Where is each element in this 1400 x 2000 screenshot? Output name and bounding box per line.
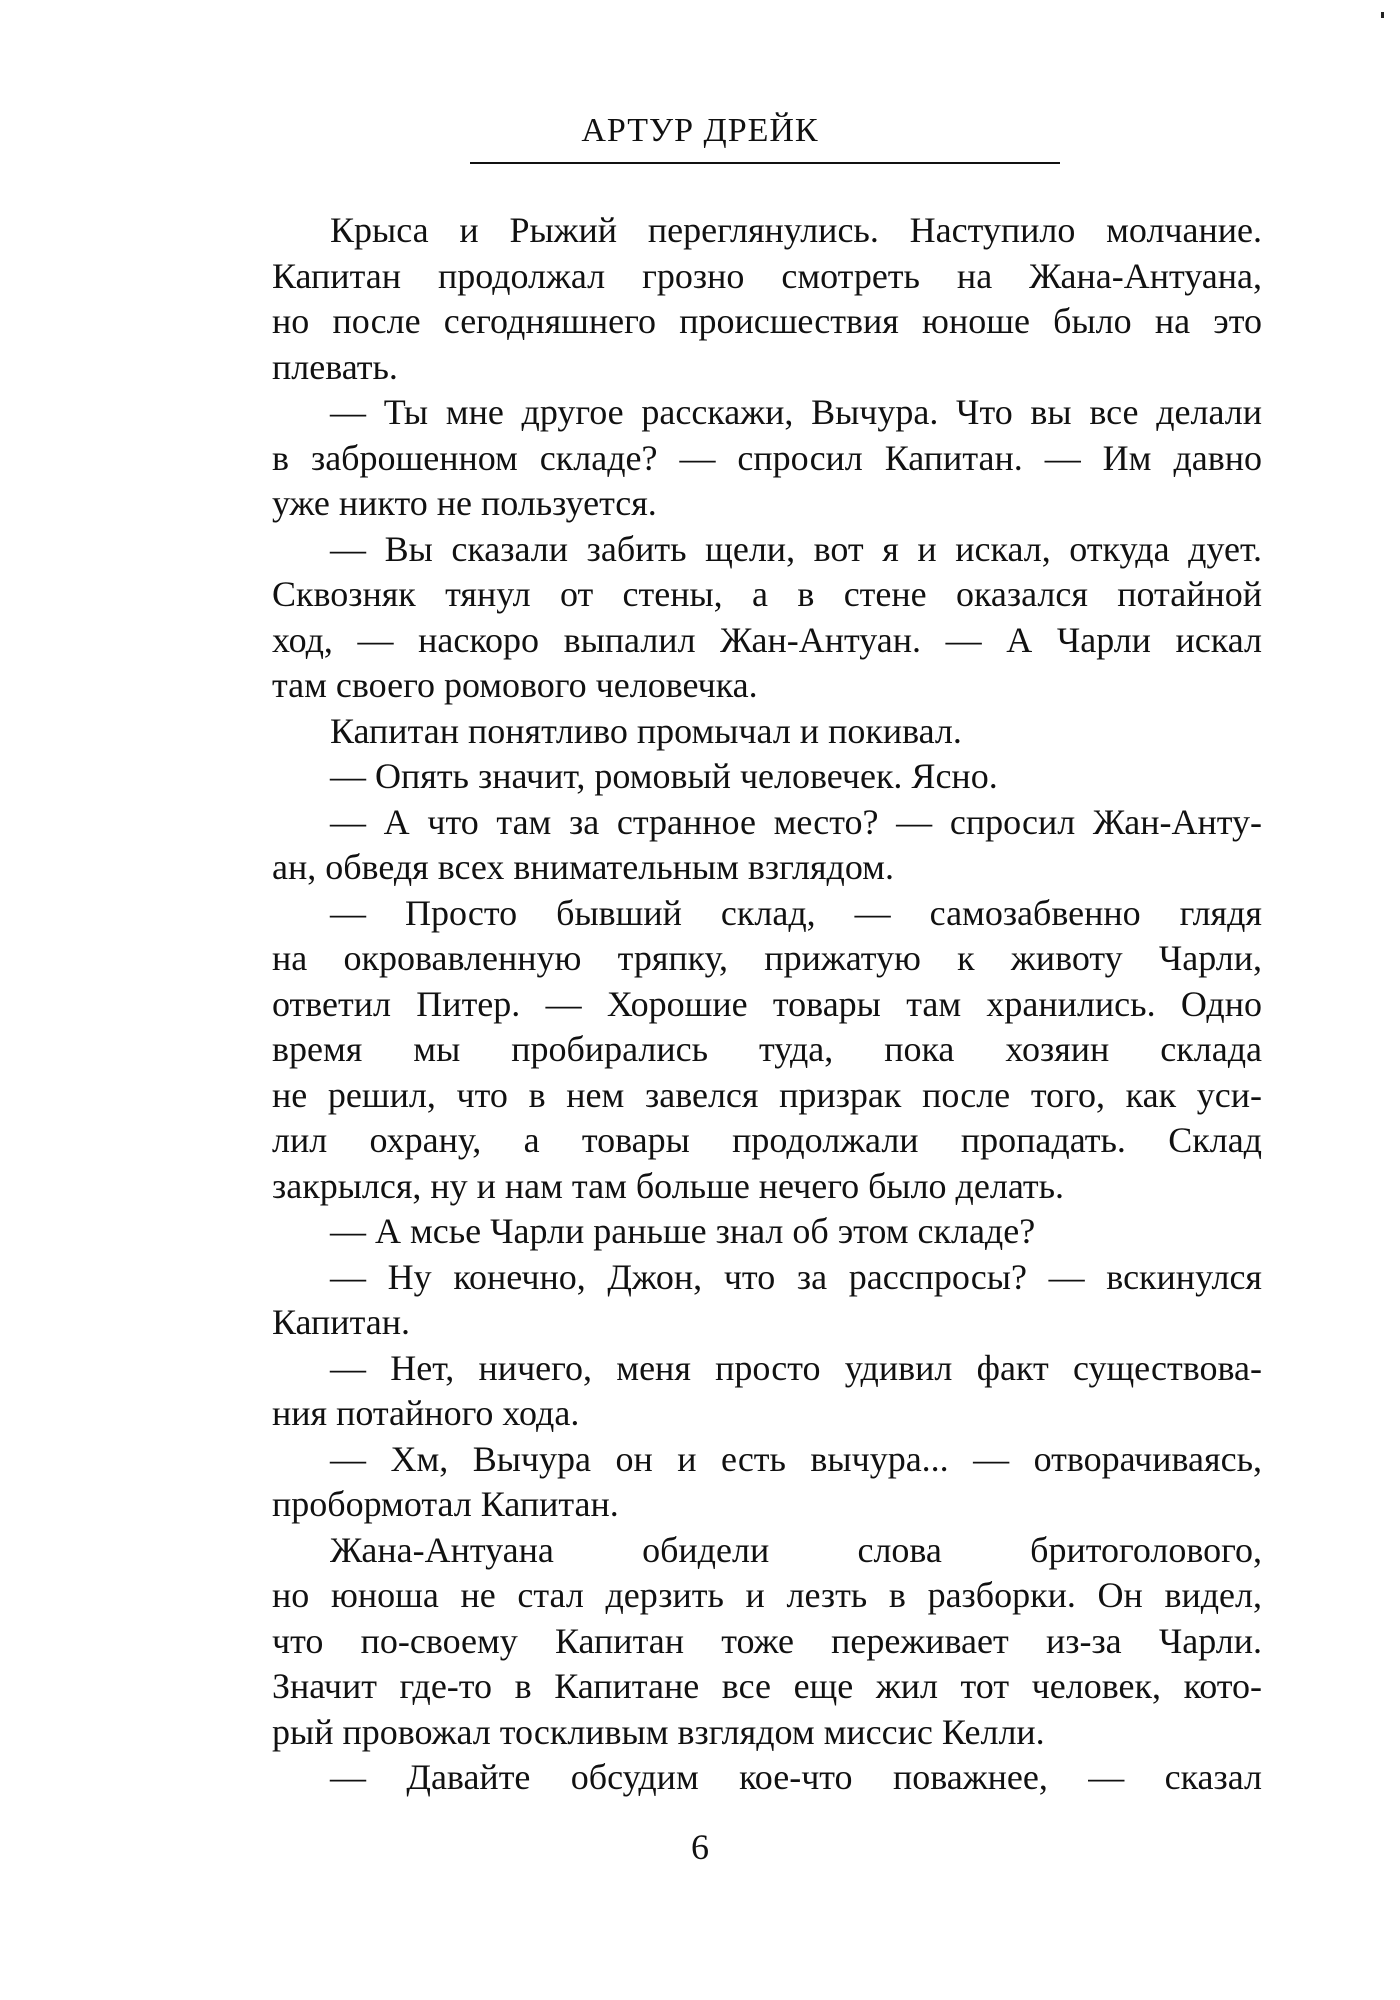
- text-line: Капитан понятливо промычал и покивал.: [330, 710, 962, 751]
- text-line: — Нет, ничего, меня просто удивил факт существова-: [330, 1347, 1262, 1388]
- text-line: Значит где-то в Капитане все еще жил тот человек, кото-: [272, 1666, 1262, 1706]
- text-line: — Хм, Вычура он и есть вычура... — отворачиваясь,: [330, 1438, 1262, 1479]
- text-line: ход, — наскоро выпалил Жан-Антуан. — А Чарли искал: [272, 619, 1262, 660]
- text-line: ответил Питер. — Хорошие товары там хранились. Одно: [272, 983, 1262, 1024]
- text-line: время мы пробирались туда, пока хозяин склада: [272, 1029, 1262, 1069]
- text-line: закрылся, ну и нам там больше нечего было делать.: [272, 1165, 1065, 1206]
- text-line: — Давайте обсудим кое-что поважнее, — сказал: [330, 1757, 1262, 1797]
- text-line: но после сегодняшнего происшествия юноше было на это: [272, 301, 1262, 341]
- body-text: [272, 208, 1262, 1801]
- text-line: Крыса и Рыжий переглянулись. Наступило молчание.: [330, 210, 1262, 250]
- text-line: — Опять значит, ромовый человечек. Ясно.: [330, 756, 998, 796]
- text-line: Сквозняк тянул от стены, а в стене оказался потайной: [272, 574, 1262, 614]
- running-title: АРТУР ДРЕЙК: [581, 112, 819, 149]
- header-rule: [470, 162, 1060, 164]
- text-line: в заброшенном складе? — спросил Капитан. — Им давно: [272, 437, 1262, 478]
- page-number: 6: [691, 1827, 709, 1867]
- text-line: — Ну конечно, Джон, что за расспросы? — вскинулся: [330, 1256, 1262, 1297]
- text-line: Жана-Антуана обидели слова бритоголового,: [330, 1529, 1262, 1570]
- text-line: — Ты мне другое расскажи, Вычура. Что вы все делали: [330, 392, 1262, 432]
- text-line: — Вы сказали забить щели, вот я и искал, откуда дует.: [330, 528, 1262, 569]
- text-line: что по-своему Капитан тоже переживает из-за Чарли.: [272, 1620, 1262, 1661]
- text-line: но юноша не стал дерзить и лезть в разборки. Он видел,: [272, 1575, 1262, 1615]
- scan-speck: [1381, 12, 1384, 18]
- text-line: — А что там за странное место? — спросил Жан-Анту-: [330, 801, 1262, 842]
- text-line: рый провожал тоскливым взглядом миссис Келли.: [272, 1711, 1045, 1752]
- text-line: на окровавленную тряпку, прижатую к животу Чарли,: [272, 938, 1262, 978]
- text-line: плевать.: [272, 346, 398, 387]
- text-line: пробормотал Капитан.: [272, 1484, 619, 1524]
- text-line: — Просто бывший склад, — самозабвенно глядя: [330, 892, 1262, 933]
- text-line: там своего ромового человечка.: [272, 665, 758, 705]
- text-line: ния потайного хода.: [272, 1393, 580, 1433]
- text-line: уже никто не пользуется.: [272, 483, 657, 523]
- text-line: не решил, что в нем завелся призрак после того, как уси-: [272, 1074, 1262, 1115]
- text-line: Капитан продолжал грозно смотреть на Жана-Антуана,: [272, 255, 1262, 296]
- text-line: ан, обведя всех внимательным взглядом.: [272, 847, 894, 887]
- text-line: Капитан.: [272, 1302, 410, 1342]
- text-line: — А мсье Чарли раньше знал об этом складе?: [330, 1211, 1036, 1251]
- text-line: лил охрану, а товары продолжали пропадать. Склад: [272, 1120, 1262, 1160]
